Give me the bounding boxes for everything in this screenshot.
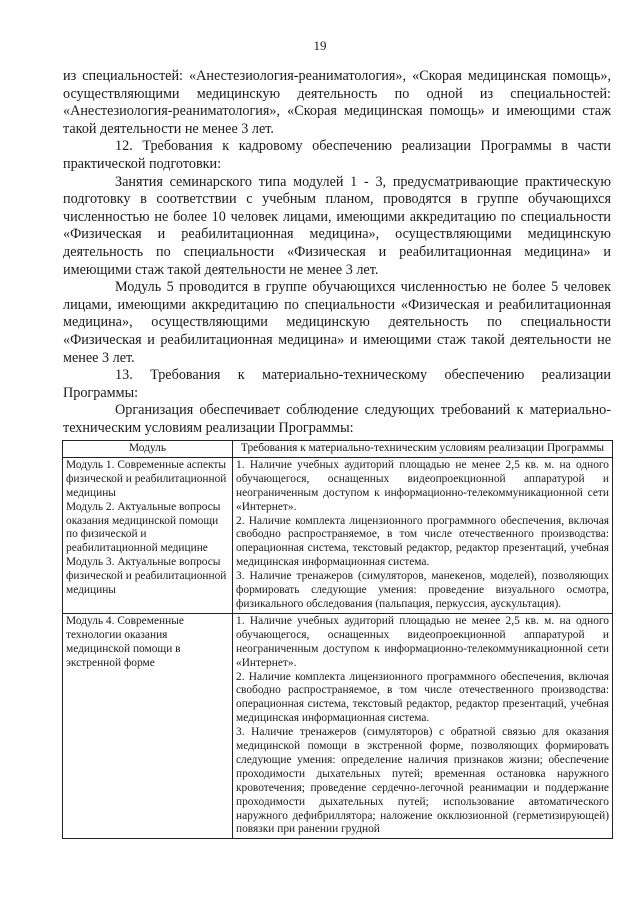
- body-text: [63, 68, 611, 437]
- module-name: Модуль 1. Современные аспекты физической и реабилитационной медицины: [66, 458, 227, 499]
- paragraph: Организация обеспечивает соблюдение следующих требований к материально-техническим условиям реализации Программы:: [63, 402, 611, 436]
- requirements-table: [62, 440, 613, 839]
- requirement-item: 1. Наличие учебных аудиторий площадью не менее 2,5 кв. м. на одного обучающегося, оснащенных видеопроекционной аппаратурой и неограниченным доступом к информационно-телекоммуникационной сети «Интернет».: [236, 614, 609, 669]
- table-row: [63, 613, 613, 839]
- page-number: 19: [313, 38, 327, 53]
- paragraph: Модуль 5 проводится в группе обучающихся численностью не более 5 человек лицами, имеющими аккредитацию по специальности «Физическая и реабилитационная медицина», осуществляющими медицинскую деятельность по специальности «Физическая и реабилитационная медицина» и имеющими стаж такой деятельности не менее 3 лет.: [63, 279, 611, 366]
- module-name: Модуль 4. Современные технологии оказания медицинской помощи в экстренной форме: [66, 614, 184, 669]
- requirement-item: 2. Наличие комплекта лицензионного программного обеспечения, включая свободно распространяемое, в том числе отечественного производства: операционная система, текстовый редактор, редактор презентаций, учебная медицинская информационная система.: [236, 514, 609, 569]
- requirement-item: 1. Наличие учебных аудиторий площадью не менее 2,5 кв. м. на одного обучающегося, оснащенных видеопроекционной аппаратурой и неограниченным доступом к информационно-телекоммуникационной сети «Интернет».: [236, 458, 609, 513]
- paragraph: 12. Требования к кадровому обеспечению реализации Программы в части практической подготовки:: [63, 138, 611, 172]
- module-cell: [63, 457, 233, 613]
- module-cell: [63, 613, 233, 839]
- paragraph: Занятия семинарского типа модулей 1 - 3, предусматривающие практическую подготовку в соответствии с учебным планом, проводятся в группе обучающихся численностью не более 10 человек лицами, имеющими аккредитацию по специальности «Физическая и реабилитационная медицина», осуществляющими медицинскую деятельность по специальности «Физическая и реабилитационная медицина» и имеющими стаж такой деятельности не менее 3 лет.: [63, 173, 611, 278]
- module-name: Модуль 3. Актуальные вопросы физической и реабилитационной медицины: [66, 556, 227, 597]
- requirement-item: 2. Наличие комплекта лицензионного программного обеспечения, включая свободно распространяемое, в том числе отечественного производства: операционная система, текстовый редактор, редактор презентаций, учебная медицинская информационная система.: [236, 670, 609, 725]
- paragraph: из специальностей: «Анестезиология-реаниматология», «Скорая медицинская помощь», осуществляющими медицинскую деятельность по одной из специальностей: «Анестезиология-реаниматология», «Скорая медицинская помощь» и имеющими стаж такой деятельности не менее 3 лет.: [63, 68, 611, 137]
- header-requirements: Требования к материально-техническим условиям реализации Программы: [233, 441, 613, 458]
- header-module: Модуль: [63, 441, 233, 458]
- table-header-row: [63, 441, 613, 458]
- paragraph: 13. Требования к материально-техническому обеспечению реализации Программы:: [63, 367, 611, 401]
- requirements-cell: [233, 457, 613, 613]
- requirement-item: 3. Наличие тренажеров (симуляторов) с обратной связью для оказания медицинской помощи в экстренной форме, позволяющих формировать следующие умения: определение наличия признаков жизни; обеспечение проходимости дыхательных путей; временная остановка наружного кровотечения; проведение сердечно-легочной реанимации и поддержание проходимости дыхательных путей; использование автоматического наружного дефибриллятора; наложение окклюзионной (герметизирующей) повязки при ранении грудной: [236, 726, 609, 836]
- requirements-cell: [233, 613, 613, 839]
- module-name: Модуль 2. Актуальные вопросы оказания медицинской помощи по физической и реабилитационной медицине: [66, 500, 221, 555]
- table-row: [63, 457, 613, 613]
- requirement-item: 3. Наличие тренажеров (симуляторов, манекенов, моделей), позволяющих формировать следующие умения: проведение визуального осмотра, физикального обследования (пальпация, перкуссия, аускультация).: [236, 570, 609, 610]
